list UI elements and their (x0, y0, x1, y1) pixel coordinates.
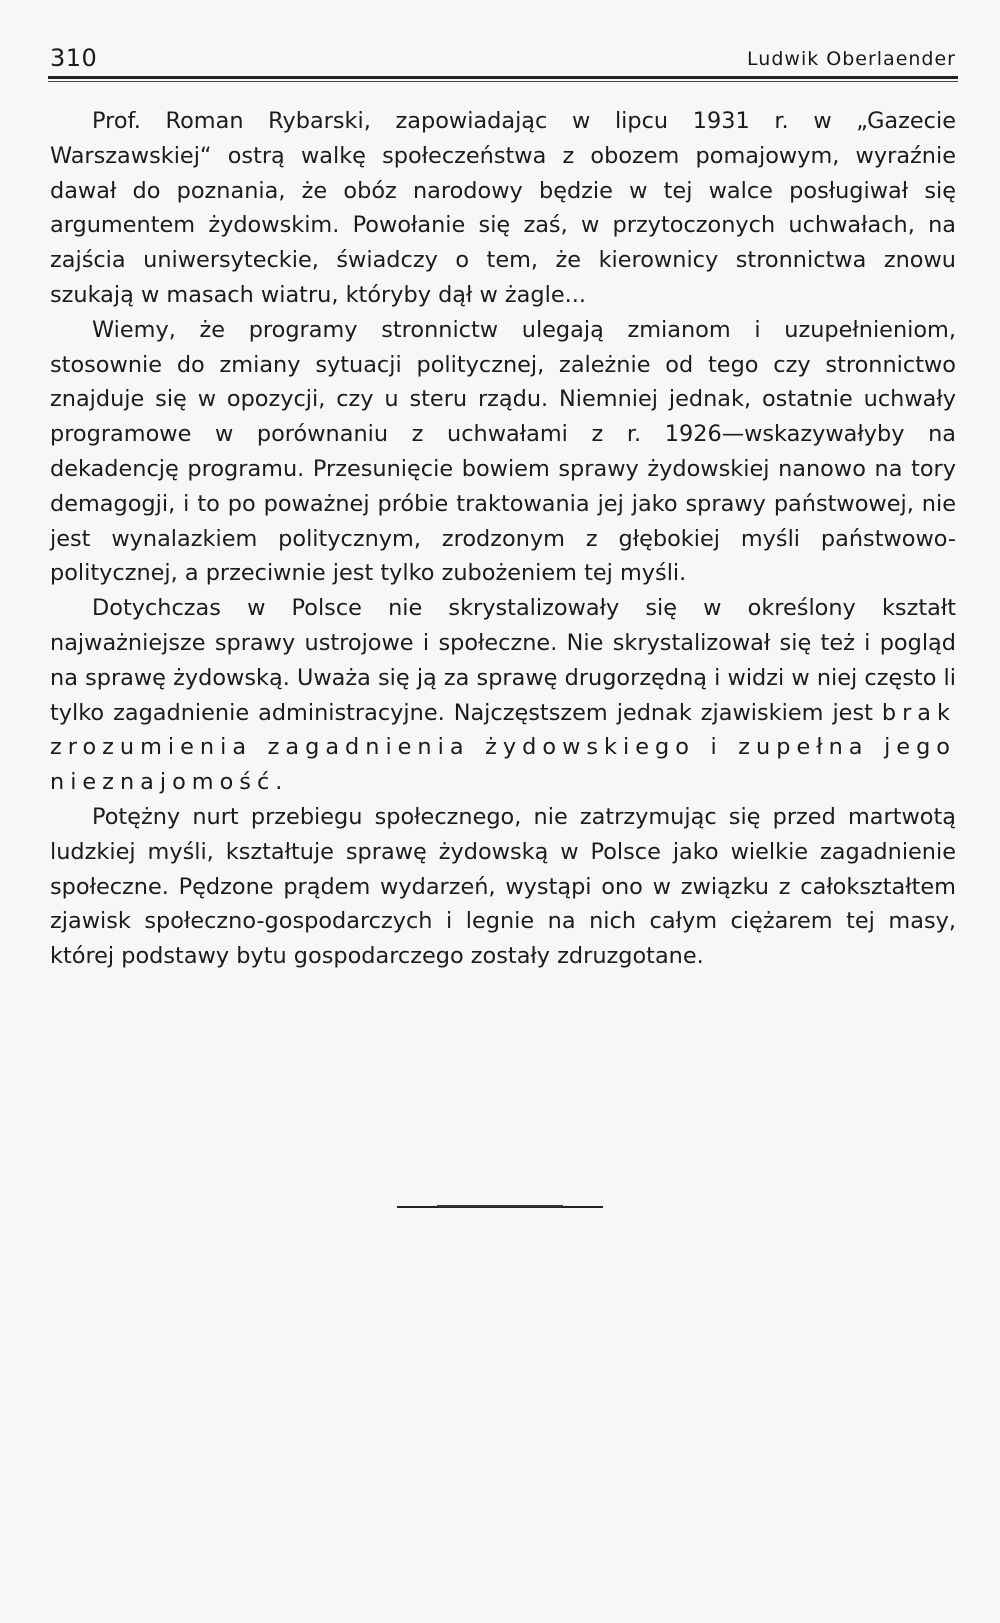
running-head-author: Ludwik Oberlaender (747, 48, 956, 70)
paragraph-1: Prof. Roman Rybarski, zapowiadając w lipcu 1931 r. w „Gazecie Warszawskiej“ ostrą walkę społeczeństwa z obozem pomajowym, wyraźnie dawał do poznania, że obóz narodowy będzie w tej walce posługiwał się argumentem żydowskim. Powołanie się zaś, w przytoczonych uchwałach, na zajścia uniwersyteckie, świadczy o tem, że kierownicy stronnictwa znowu szukają w masach wiatru, któryby dął w żagle... (50, 108, 956, 308)
page-header (50, 44, 956, 74)
paragraph-3-emphasis-spaced: brak zrozumienia zagadnienia żydowskiego i zupełna jego nieznajomość (50, 699, 956, 796)
header-rule (48, 76, 958, 79)
page-number: 310 (50, 44, 98, 72)
section-end-rule (397, 1206, 603, 1208)
paragraph-3-text-after: . (275, 769, 283, 796)
body-text (50, 104, 956, 974)
paragraph-3 (50, 591, 956, 800)
paragraph-2: Wiemy, że programy stronnictw ulegają zmianom i uzupełnieniom, stosownie do zmiany sytuacji politycznej, zależnie od tego czy stronnictwo znajduje się w opozycji, czy u steru rządu. Niemniej jednak, ostatnie uchwały programowe w porównaniu z uchwałami z r. 1926—wskazywałyby na dekadencję programu. Przesunięcie bowiem sprawy żydowskiej nanowo na tory demagogji, i to po poważnej próbie traktowania jej jako sprawy państwowej, nie jest wynalazkiem politycznym, zrodzonym z głębokiej myśli państwowo-politycznej, a przeciwnie jest tylko zubożeniem tej myśli. (50, 316, 956, 587)
header-rule-thin (48, 81, 958, 82)
paragraph-3-text-before: Dotychczas w Polsce nie skrystalizowały się w określony kształt najważniejsze sprawy ustrojowe i społeczne. Nie skrystalizował się też i pogląd na sprawę żydowską. Uważa się ją za sprawę drugorzędną i widzi w niej często li tylko zagadnienie administracyjne. Najczęstszem jednak zjawiskiem jest (50, 595, 956, 726)
paragraph-4: Potężny nurt przebiegu społecznego, nie zatrzymując się przed martwotą ludzkiej myśli, kształtuje sprawę żydowską w Polsce jako wielkie zagadnienie społeczne. Pędzone prądem wydarzeń, wystąpi ono w związku z całokształtem zjawisk społeczno-gospodarczych i legnie na nich całym ciężarem tej masy, której podstawy bytu gospodarczego zostały zdruzgotane. (50, 803, 956, 970)
